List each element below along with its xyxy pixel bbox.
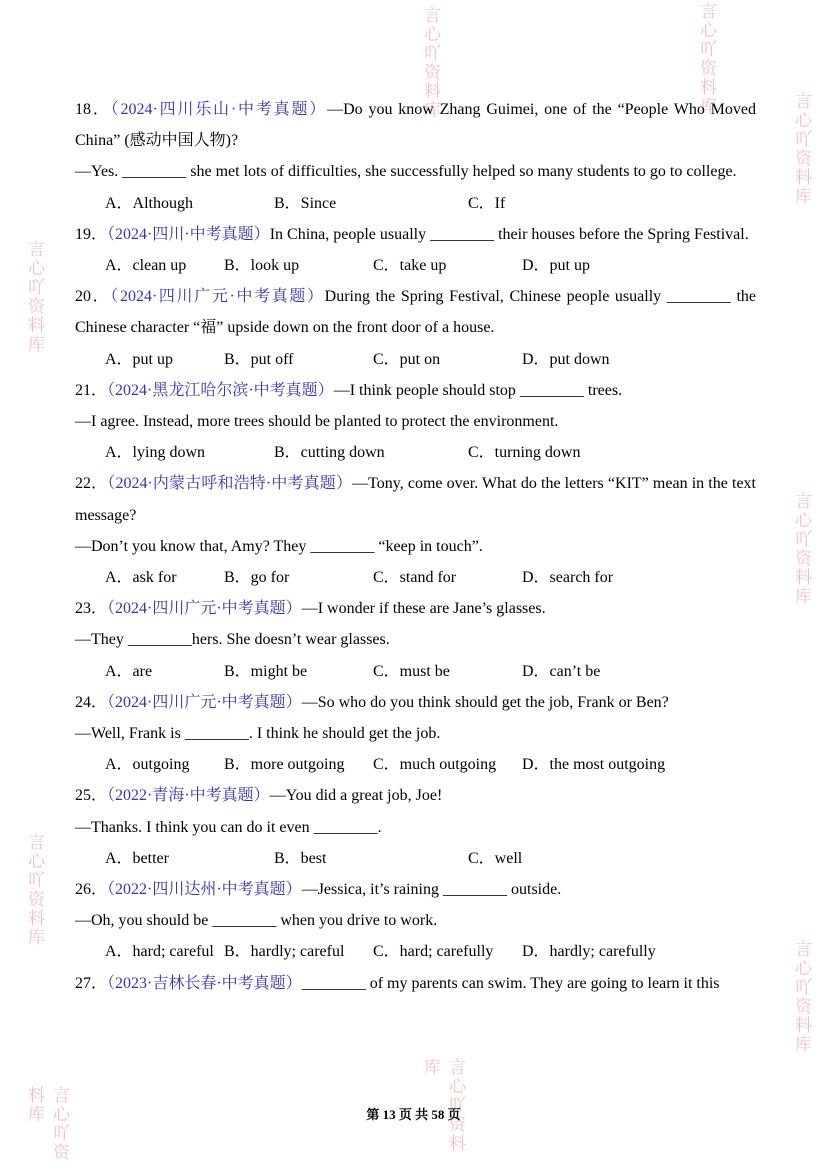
question-source-tag: （2024·四川乐山·中考真题） xyxy=(110,101,328,118)
question-number: 21． xyxy=(75,381,108,399)
question-stem xyxy=(75,94,756,156)
option-a: A．clean up xyxy=(105,257,187,275)
option-a: A．put up xyxy=(105,350,174,368)
option-c: C．well xyxy=(468,849,523,867)
option-d: D．put up xyxy=(522,257,591,275)
question-stem xyxy=(75,281,756,343)
question-text: During the Spring Festival, Chinese people usually ________ the Chinese character “福” upside down on the front door of a house. xyxy=(75,288,756,337)
option-a: A．ask for xyxy=(105,569,177,587)
option-d: D．hardly; carefully xyxy=(522,943,656,961)
watermark-text: 言心吖资料库 xyxy=(697,2,716,116)
question-number: 20． xyxy=(75,288,111,306)
question-source-tag: （2024·内蒙古呼和浩特·中考真题） xyxy=(107,475,353,493)
question-line: —Thanks. I think you can do it even ________. xyxy=(75,818,382,836)
options-row xyxy=(75,656,756,687)
options-row xyxy=(75,936,756,967)
question-text: ________ of my parents can swim. They are going to learn it this xyxy=(301,974,720,992)
options-row xyxy=(75,843,756,874)
question-source-tag: （2024·四川广元·中考真题） xyxy=(107,600,302,618)
option-b: B．look up xyxy=(224,257,300,275)
question-number: 18． xyxy=(75,101,111,118)
question-line: —I agree. Instead, more trees should be planted to protect the environment. xyxy=(75,413,559,431)
watermark-text: 言心吖资料库 xyxy=(792,940,811,1054)
question-25 xyxy=(75,780,756,874)
question-line: —Don’t you know that, Amy? They ________ “keep in touch”. xyxy=(75,537,483,555)
question-text: —Jessica, it’s raining ________ outside. xyxy=(301,881,562,899)
question-stem xyxy=(75,687,756,718)
option-a: A．better xyxy=(105,849,169,867)
option-b: B．go for xyxy=(224,569,290,587)
question-text: In China, people usually ________ their houses before the Spring Festival. xyxy=(269,225,749,243)
option-c: C．stand for xyxy=(373,569,457,587)
question-number: 19． xyxy=(75,225,108,243)
question-19 xyxy=(75,219,756,281)
question-number: 24． xyxy=(75,693,108,711)
option-a: A．Although xyxy=(105,194,194,212)
question-text: —You did a great job, Joe! xyxy=(269,787,443,805)
question-stem xyxy=(75,874,756,905)
question-18 xyxy=(75,94,756,219)
question-stem xyxy=(75,593,756,624)
option-b: B．more outgoing xyxy=(224,756,345,774)
question-text: —I wonder if these are Jane’s glasses. xyxy=(301,600,546,618)
watermark-text: 言心吖资料库 xyxy=(792,92,811,206)
questions-list xyxy=(75,94,756,999)
question-stem xyxy=(75,780,756,811)
option-d: D．put down xyxy=(522,350,610,368)
question-text: —So who do you think should get the job, Frank or Ben? xyxy=(301,693,669,711)
option-c: C．If xyxy=(468,194,506,212)
question-27 xyxy=(75,968,756,999)
question-24 xyxy=(75,687,756,781)
option-b: B．might be xyxy=(224,662,308,680)
option-a: A．hard; careful xyxy=(105,943,214,961)
watermark-text: 言心吖资料库 xyxy=(421,6,440,120)
question-text: —Do you know Zhang Guimei, one of the “People Who Moved China” (感动中国人物)? xyxy=(75,101,756,150)
watermark-text: 言心吖资料库 xyxy=(25,833,44,947)
question-source-tag: （2024·四川广元·中考真题） xyxy=(110,288,325,306)
question-line: —Well, Frank is ________. I think he should get the job. xyxy=(75,725,441,743)
question-number: 25． xyxy=(75,787,108,805)
option-d: D．can’t be xyxy=(522,662,601,680)
question-line: —Yes. ________ she met lots of difficulties, she successfully helped so many students to go to college. xyxy=(75,163,737,181)
options-row xyxy=(75,562,756,593)
option-a: A．are xyxy=(105,662,153,680)
question-source-tag: （2023·吉林长春·中考真题） xyxy=(107,974,302,992)
question-number: 26． xyxy=(75,881,108,899)
option-c: C．turning down xyxy=(468,444,581,462)
option-c: C．much outgoing xyxy=(373,756,497,774)
question-number: 27． xyxy=(75,974,108,992)
question-stem xyxy=(75,968,756,999)
question-26 xyxy=(75,874,756,968)
question-line: —Oh, you should be ________ when you drive to work. xyxy=(75,912,438,930)
watermark-text: 言心吖资料库 xyxy=(421,1058,465,1153)
option-b: B．hardly; careful xyxy=(224,943,345,961)
question-23 xyxy=(75,593,756,687)
watermark-text: 言心吖资料库 xyxy=(25,1086,69,1162)
options-row xyxy=(75,749,756,780)
question-source-tag: （2022·四川达州·中考真题） xyxy=(107,881,302,899)
question-stem xyxy=(75,375,756,406)
question-21 xyxy=(75,375,756,469)
question-20 xyxy=(75,281,756,375)
option-a: A．outgoing xyxy=(105,756,190,774)
page-footer: 第 13 页 共 58 页 xyxy=(366,1107,461,1122)
option-c: C．must be xyxy=(373,662,450,680)
option-b: B．Since xyxy=(274,194,337,212)
question-stem xyxy=(75,468,756,530)
option-b: B．cutting down xyxy=(274,444,385,462)
question-source-tag: （2024·四川·中考真题） xyxy=(107,225,270,243)
option-d: D．the most outgoing xyxy=(522,756,666,774)
option-c: C．put on xyxy=(373,350,441,368)
option-b: B．put off xyxy=(224,350,294,368)
question-line: —They ________hers. She doesn’t wear glasses. xyxy=(75,631,390,649)
option-c: C．hard; carefully xyxy=(373,943,494,961)
options-row xyxy=(75,344,756,375)
question-number: 22． xyxy=(75,475,108,493)
options-row xyxy=(75,250,756,281)
options-row xyxy=(75,437,756,468)
question-text: —I think people should stop ________ trees. xyxy=(333,381,623,399)
watermark-text: 言心吖资料库 xyxy=(25,240,44,354)
option-c: C．take up xyxy=(373,257,447,275)
question-number: 23． xyxy=(75,600,108,618)
question-text: —Tony, come over. What do the letters “KIT” mean in the text message? xyxy=(75,475,756,524)
option-d: D．search for xyxy=(522,569,614,587)
question-source-tag: （2024·四川广元·中考真题） xyxy=(107,693,302,711)
options-row xyxy=(75,188,756,219)
question-source-tag: （2024·黑龙江哈尔滨·中考真题） xyxy=(107,381,334,399)
watermark-text: 言心吖资料库 xyxy=(792,492,811,606)
question-stem xyxy=(75,219,756,250)
option-b: B．best xyxy=(274,849,327,867)
option-a: A．lying down xyxy=(105,444,206,462)
question-source-tag: （2022·青海·中考真题） xyxy=(107,787,270,805)
question-22 xyxy=(75,468,756,593)
